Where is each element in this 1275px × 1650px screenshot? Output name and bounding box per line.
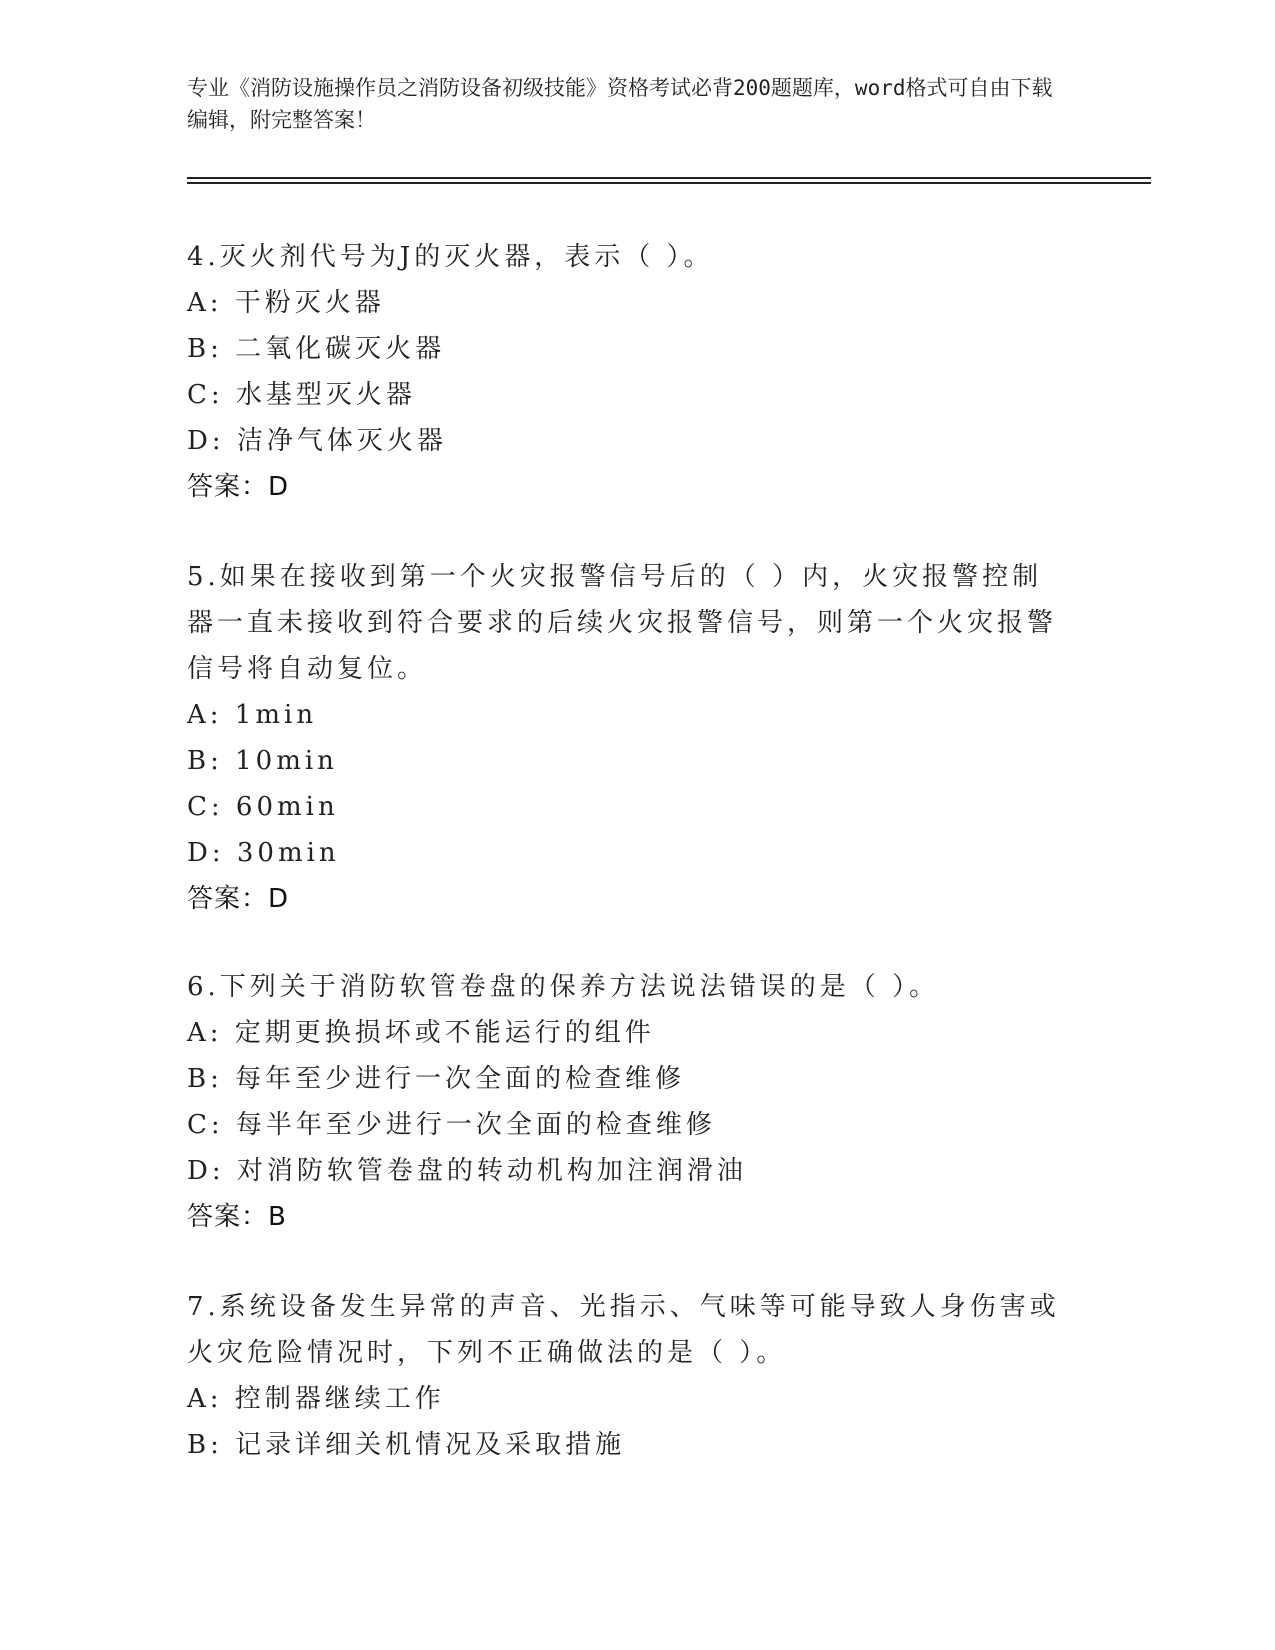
header-divider-bottom: [187, 182, 1151, 184]
option-b: B: 10min: [187, 746, 338, 776]
question-7: [187, 1284, 1067, 1468]
question-stem: 4.灭火剂代号为J的灭火器，表示（ ）。: [187, 242, 714, 272]
option-c: C: 水基型灭火器: [187, 380, 416, 410]
answer: 答案：B: [187, 1202, 287, 1232]
option-b: B: 每年至少进行一次全面的检查维修: [187, 1064, 686, 1094]
option-d: D: 对消防软管卷盘的转动机构加注润滑油: [187, 1156, 747, 1186]
question-stem: 5.如果在接收到第一个火灾报警信号后的（ ）内，火灾报警控制器一直未接收到符合要求的后续火灾报警信号，则第一个火灾报警信号将自动复位。: [187, 562, 1058, 684]
option-d: D: 30min: [187, 838, 340, 868]
option-c: C: 60min: [187, 792, 339, 822]
option-a: A: 定期更换损坏或不能运行的组件: [187, 1018, 655, 1048]
option-a: A: 干粉灭火器: [187, 288, 385, 318]
question-6: [187, 964, 1067, 1240]
document-header: 专业《消防设施操作员之消防设备初级技能》资格考试必背200题题库，word格式可自由下载编辑，附完整答案！: [187, 76, 1053, 132]
question-5: [187, 554, 1067, 922]
option-b: B: 二氧化碳灭火器: [187, 334, 446, 364]
option-a: A: 控制器继续工作: [187, 1384, 445, 1414]
option-c: C: 每半年至少进行一次全面的检查维修: [187, 1110, 716, 1140]
question-4: [187, 234, 1067, 510]
option-d: D: 洁净气体灭火器: [187, 426, 447, 456]
option-b: B: 记录详细关机情况及采取措施: [187, 1430, 626, 1460]
question-stem: 7.系统设备发生异常的声音、光指示、气味等可能导致人身伤害或火灾危险情况时，下列不正确做法的是（ ）。: [187, 1292, 1060, 1368]
answer: 答案：D: [187, 472, 290, 502]
question-stem: 6.下列关于消防软管卷盘的保养方法说法错误的是（ ）。: [187, 972, 940, 1002]
answer: 答案：D: [187, 884, 290, 914]
header-divider-top: [187, 177, 1151, 179]
option-a: A: 1min: [187, 700, 318, 730]
